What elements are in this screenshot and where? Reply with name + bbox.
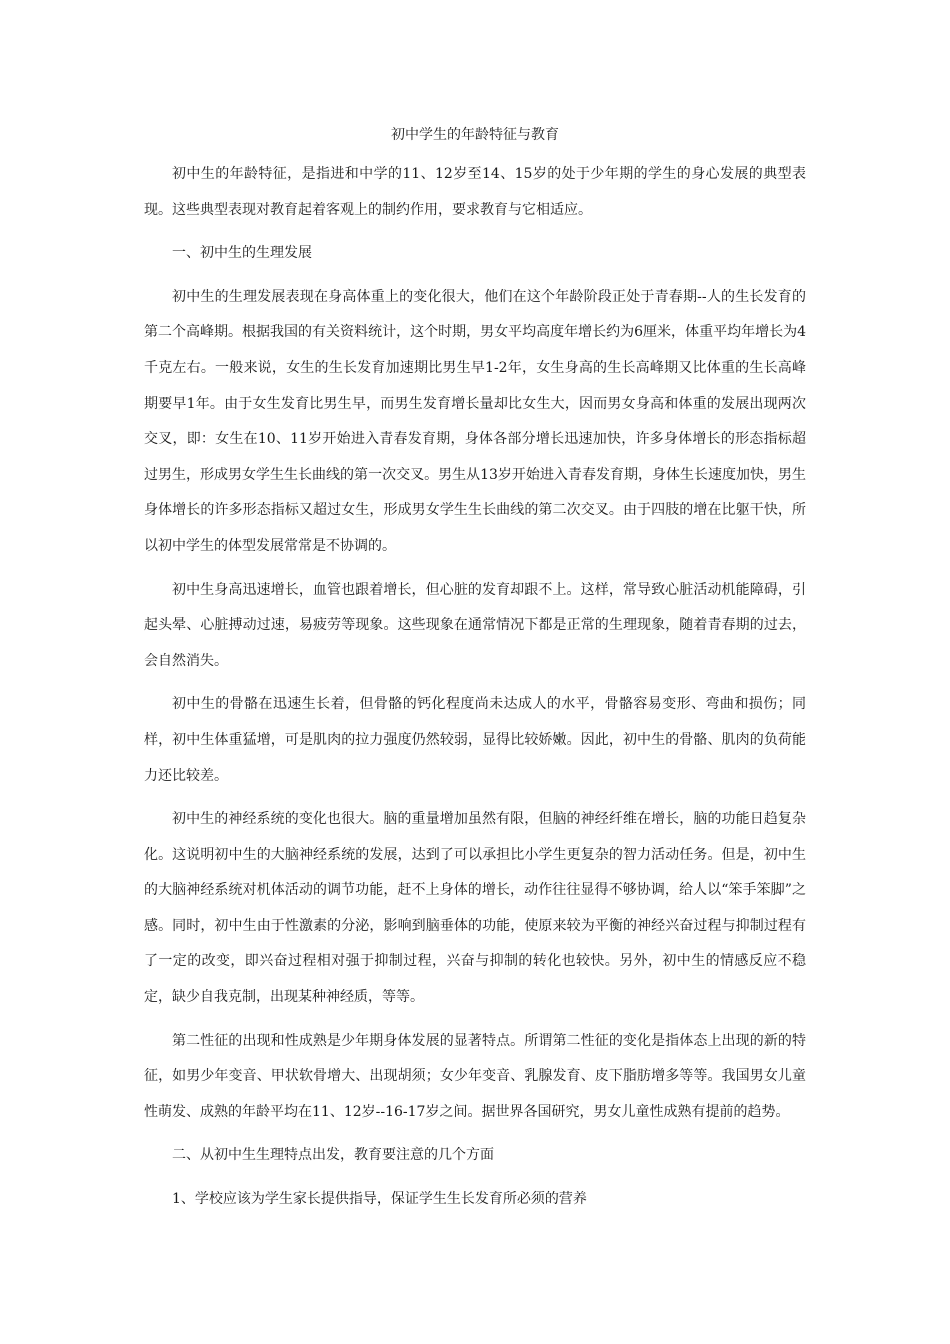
paragraph-heart-development: 初中生身高迅速增长，血管也跟着增长，但心脏的发育却跟不上。这样，常导致心脏活动机能障碍，引起头晕、心脏搏动过速，易疲劳等现象。这些现象在通常情况下都是正常的生理现象，随着青春期的过去，会自然消失。 [144,581,806,669]
paragraph-bones-muscles: 初中生的骨骼在迅速生长着，但骨骼的钙化程度尚未达成人的水平，骨骼容易变形、弯曲和损伤；同样，初中生体重猛增，可是肌肉的拉力强度仍然较弱，显得比较娇嫩。因此，初中生的骨骼、肌肉的负荷能力还比较差。 [144,696,806,784]
section-heading-physiological-development: 一、初中生的生理发展 [172,245,312,262]
paragraph-secondary-sex-characteristics: 第二性征的出现和性成熟是少年期身体发展的显著特点。所谓第二性征的变化是指体态上出现的新的特征，如男少年变音、甲状软骨增大、出现胡须；女少年变音、乳腺发育、皮下脂肪增多等等。我国男女儿童性萌发、成熟的年龄平均在11、12岁--16-17岁之间。据世界各国研究，男女儿童性成熟有提前的趋势。 [144,1032,806,1120]
paragraph-nervous-system: 初中生的神经系统的变化也很大。脑的重量增加虽然有限，但脑的神经纤维在增长，脑的功能日趋复杂化。这说明初中生的大脑神经系统的发展，达到了可以承担比小学生更复杂的智力活动任务。但是，初中生的大脑神经系统对机体活动的调节功能，赶不上身体的增长，动作往往显得不够协调，给人以“笨手笨脚”之感。同时，初中生由于性激素的分泌，影响到脑垂体的功能，使原来较为平衡的神经兴奋过程与抑制过程有了一定的改变，即兴奋过程相对强于抑制过程，兴奋与抑制的转化也较快。另外，初中生的情感反应不稳定，缺少自我克制，出现某种神经质，等等。 [144,811,806,1006]
paragraph-intro: 初中生的年龄特征，是指进和中学的11、12岁至14、15岁的处于少年期的学生的身心发展的典型表现。这些典型表现对教育起着客观上的制约作用，要求教育与它相适应。 [144,166,806,218]
paragraph-height-weight: 初中生的生理发展表现在身高体重上的变化很大，他们在这个年龄阶段正处于青春期--人的生长发育的第二个高峰期。根据我国的有关资料统计，这个时期，男女平均高度年增长约为6厘米，体重平均年增长为4千克左右。一般来说，女生的生长发育加速期比男生早1-2年，女生身高的生长高峰期又比体重的生长高峰期要早1年。由于女生发育比男生早，而男生发育增长量却比女生大，因而男女身高和体重的发展出现两次交叉，即：女生在10、11岁开始进入青春发育期，身体各部分增长迅速加快，许多身体增长的形态指标超过男生，形成男女学生生长曲线的第一次交叉。男生从13岁开始进入青春发育期，身体生长速度加快，男生身体增长的许多形态指标又超过女生，形成男女学生生长曲线的第二次交叉。由于四肢的增在比躯干快，所以初中学生的体型发展常常是不协调的。 [144,288,806,554]
list-item-nutrition-guidance: 1、学校应该为学生家长提供指导，保证学生生长发育所必须的营养 [172,1191,587,1208]
section-heading-education-aspects: 二、从初中生生理特点出发，教育要注意的几个方面 [172,1147,494,1164]
document-title: 初中学生的年龄特征与教育 [391,127,559,143]
document-body [144,122,806,1226]
